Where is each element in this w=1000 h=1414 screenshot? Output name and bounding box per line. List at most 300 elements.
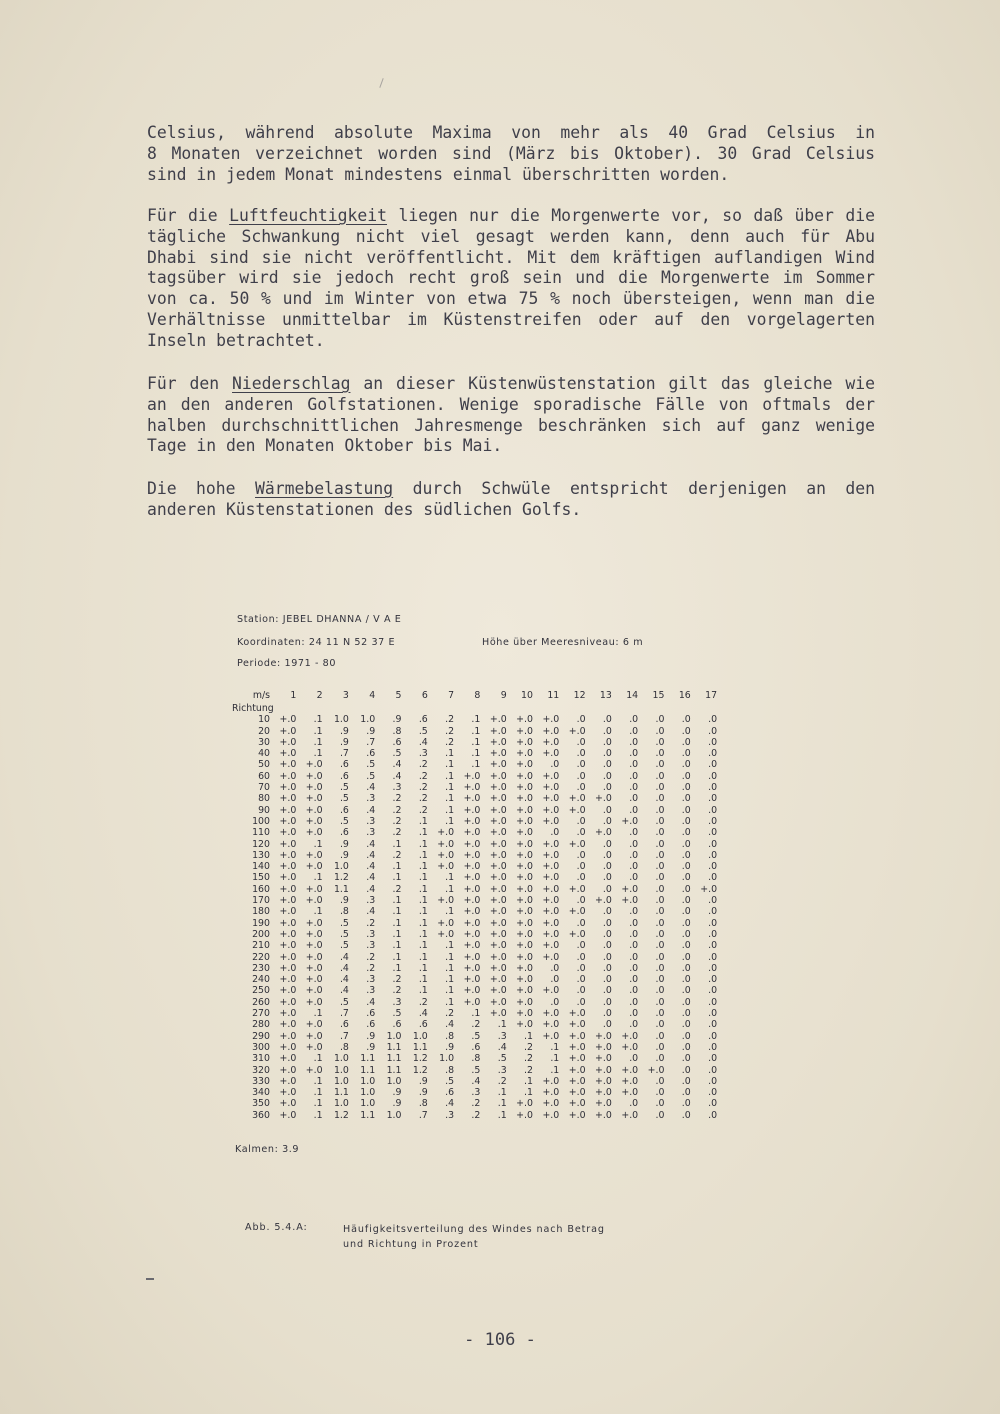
frequency-cell: +.0 — [621, 1041, 639, 1053]
table-row — [232, 952, 717, 963]
frequency-cell: .0 — [681, 940, 691, 952]
frequency-cell: +.0 — [305, 974, 323, 986]
frequency-cell: +.0 — [279, 895, 297, 907]
frequency-cell: .0 — [550, 996, 560, 1008]
frequency-cell: .7 — [339, 748, 349, 760]
frequency-cell: .2 — [418, 996, 428, 1008]
frequency-cell: .3 — [366, 940, 376, 952]
frequency-cell: +.0 — [489, 849, 507, 861]
frequency-cell: .0 — [576, 827, 586, 839]
frequency-cell: .0 — [629, 940, 639, 952]
frequency-cell: +.0 — [437, 895, 455, 907]
frequency-cell: +.0 — [489, 770, 507, 782]
frequency-cell: +.0 — [516, 1008, 533, 1020]
frequency-cell: .0 — [629, 793, 639, 805]
direction-cell: 110 — [252, 827, 270, 839]
frequency-cell: +.0 — [463, 770, 481, 782]
table-row — [232, 1076, 717, 1087]
frequency-cell: +.0 — [489, 962, 507, 974]
frequency-cell: .0 — [708, 759, 718, 771]
table-row — [232, 1087, 717, 1098]
frequency-cell: .4 — [418, 1008, 428, 1020]
frequency-cell: +.0 — [542, 770, 560, 782]
frequency-cell: +.0 — [542, 861, 560, 873]
frequency-cell: 1.2 — [333, 872, 349, 884]
frequency-cell: 1.0 — [360, 1075, 376, 1087]
table-row — [232, 805, 717, 816]
frequency-cell: .0 — [655, 815, 665, 827]
frequency-cell: .0 — [708, 962, 718, 974]
frequency-cell: .1 — [418, 861, 428, 873]
frequency-cell: .0 — [655, 861, 665, 873]
frequency-cell: +.0 — [279, 974, 297, 986]
frequency-cell: .1 — [445, 748, 455, 760]
frequency-cell: +.0 — [463, 804, 481, 816]
frequency-cell: +.0 — [463, 861, 481, 873]
frequency-cell: .0 — [629, 872, 639, 884]
frequency-cell: .4 — [366, 838, 376, 850]
frequency-cell: .5 — [497, 1053, 507, 1065]
frequency-cell: +.0 — [542, 714, 560, 726]
frequency-cell: +.0 — [463, 928, 481, 940]
frequency-cell: .1 — [445, 759, 455, 771]
frequency-cell: .0 — [681, 725, 691, 737]
frequency-cell: .0 — [655, 736, 665, 748]
frequency-cell: +.0 — [305, 917, 323, 929]
frequency-cell: +.0 — [489, 906, 507, 918]
frequency-cell: .7 — [366, 736, 376, 748]
frequency-cell: .4 — [366, 804, 376, 816]
frequency-cell: +.0 — [279, 849, 297, 861]
frequency-cell: +.0 — [595, 895, 612, 907]
frequency-cell: .0 — [708, 827, 718, 839]
frequency-cell: .0 — [655, 985, 665, 997]
frequency-cell: .0 — [629, 962, 639, 974]
frequency-cell: .0 — [629, 770, 639, 782]
frequency-cell: .6 — [445, 1087, 455, 1099]
direction-cell: 320 — [252, 1064, 270, 1076]
frequency-cell: +.0 — [463, 974, 481, 986]
frequency-cell: .4 — [339, 974, 349, 986]
frequency-cell: +.0 — [516, 804, 533, 816]
frequency-cell: .5 — [418, 725, 428, 737]
frequency-cell: +.0 — [437, 917, 455, 929]
paragraph-temperature — [147, 123, 875, 185]
frequency-cell: .0 — [629, 974, 639, 986]
frequency-cell: .2 — [418, 804, 428, 816]
frequency-cell: .4 — [339, 985, 349, 997]
frequency-cell: .0 — [655, 1053, 665, 1065]
frequency-cell: .1 — [418, 906, 428, 918]
frequency-cell: .0 — [602, 962, 612, 974]
frequency-cell: .2 — [392, 804, 402, 816]
frequency-cell: .3 — [366, 974, 376, 986]
speed-header: 2 — [316, 690, 323, 701]
frequency-cell: .8 — [445, 1064, 455, 1076]
frequency-cell: .0 — [655, 940, 665, 952]
frequency-cell: .0 — [576, 962, 586, 974]
frequency-cell: +.0 — [279, 985, 297, 997]
frequency-cell: .0 — [602, 714, 612, 726]
frequency-cell: +.0 — [279, 748, 297, 760]
frequency-cell: .2 — [418, 793, 428, 805]
frequency-cell: .1 — [445, 906, 455, 918]
frequency-cell: +.0 — [437, 827, 455, 839]
frequency-cell: +.0 — [489, 928, 507, 940]
frequency-cell: .0 — [655, 895, 665, 907]
frequency-cell: .9 — [339, 849, 349, 861]
frequency-cell: .0 — [602, 928, 612, 940]
frequency-cell: +.0 — [595, 1098, 612, 1110]
frequency-cell: .1 — [550, 1041, 560, 1053]
frequency-cell: .2 — [392, 849, 402, 861]
frequency-cell: +.0 — [463, 895, 481, 907]
table-row — [232, 1042, 717, 1053]
frequency-cell: +.0 — [516, 736, 533, 748]
direction-cell: 10 — [258, 714, 270, 726]
frequency-cell: .6 — [339, 770, 349, 782]
frequency-cell: .1 — [313, 1087, 323, 1099]
frequency-cell: +.0 — [489, 872, 507, 884]
frequency-cell: +.0 — [621, 895, 639, 907]
frequency-cell: .1 — [497, 1109, 507, 1121]
frequency-cell: +.0 — [279, 996, 297, 1008]
frequency-cell: .0 — [602, 861, 612, 873]
frequency-cell: .1 — [418, 883, 428, 895]
frequency-cell: .0 — [708, 1053, 718, 1065]
frequency-cell: +.0 — [542, 782, 560, 794]
direction-cell: 230 — [252, 962, 270, 974]
frequency-cell: .0 — [681, 1041, 691, 1053]
frequency-cell: +.0 — [516, 838, 533, 850]
frequency-cell: .1 — [313, 1053, 323, 1065]
frequency-cell: 1.0 — [386, 1030, 402, 1042]
frequency-cell: +.0 — [542, 748, 560, 760]
frequency-cell: .1 — [550, 1053, 560, 1065]
frequency-cell: .0 — [655, 804, 665, 816]
frequency-cell: +.0 — [437, 861, 455, 873]
frequency-cell: +.0 — [489, 827, 507, 839]
text-line: sind in jedem Monat mindestens einmal überschritten worden. — [147, 164, 730, 184]
speed-header: 10 — [521, 690, 533, 701]
frequency-cell: +.0 — [437, 849, 455, 861]
direction-cell: 300 — [252, 1041, 270, 1053]
frequency-cell: .0 — [602, 872, 612, 884]
frequency-cell: .4 — [366, 883, 376, 895]
frequency-cell: +.0 — [568, 1008, 586, 1020]
frequency-cell: +.0 — [463, 827, 481, 839]
frequency-cell: +.0 — [542, 1008, 560, 1020]
speed-header: 5 — [395, 690, 402, 701]
frequency-cell: .0 — [708, 985, 718, 997]
figure-caption-line: Häufigkeitsverteilung des Windes nach Betrag — [343, 1224, 605, 1235]
frequency-cell: +.0 — [489, 974, 507, 986]
frequency-cell: .0 — [602, 1019, 612, 1031]
frequency-cell: +.0 — [305, 928, 323, 940]
frequency-cell: +.0 — [305, 962, 323, 974]
frequency-cell: .0 — [629, 917, 639, 929]
frequency-cell: .1 — [418, 838, 428, 850]
frequency-cell: .1 — [392, 951, 402, 963]
frequency-cell: 1.0 — [333, 1075, 349, 1087]
frequency-cell: .0 — [629, 736, 639, 748]
direction-cell: 130 — [252, 849, 270, 861]
frequency-cell: .5 — [339, 782, 349, 794]
frequency-cell: +.0 — [279, 1041, 297, 1053]
frequency-cell: +.0 — [489, 985, 507, 997]
table-row — [232, 1110, 717, 1121]
para-body: durch Schwüle entspricht derjenigen an den anderen Küstenstationen des südlichen Golfs. — [147, 479, 876, 519]
frequency-cell: 1.0 — [360, 1098, 376, 1110]
frequency-cell: +.0 — [542, 951, 560, 963]
frequency-cell: .5 — [471, 1030, 481, 1042]
frequency-cell: +.0 — [305, 815, 323, 827]
frequency-cell: +.0 — [621, 883, 639, 895]
table-row — [232, 771, 717, 782]
frequency-cell: 1.0 — [412, 1030, 428, 1042]
frequency-cell: +.0 — [279, 1098, 297, 1110]
frequency-cell: .0 — [681, 827, 691, 839]
frequency-cell: .9 — [418, 1075, 428, 1087]
frequency-cell: +.0 — [279, 1109, 297, 1121]
frequency-cell: +.0 — [516, 827, 533, 839]
frequency-cell: .0 — [681, 759, 691, 771]
frequency-cell: +.0 — [542, 872, 560, 884]
frequency-cell: .7 — [339, 1008, 349, 1020]
frequency-cell: .6 — [339, 1019, 349, 1031]
frequency-cell: .0 — [629, 861, 639, 873]
frequency-cell: +.0 — [279, 1087, 297, 1099]
frequency-cell: .0 — [576, 996, 586, 1008]
frequency-cell: .0 — [708, 1098, 718, 1110]
frequency-cell: +.0 — [463, 985, 481, 997]
para-lead: Die hohe — [147, 479, 255, 498]
frequency-cell: +.0 — [463, 838, 481, 850]
frequency-cell: +.0 — [489, 996, 507, 1008]
frequency-cell: +.0 — [279, 917, 297, 929]
frequency-cell: .3 — [418, 748, 428, 760]
page-number: - 106 - — [464, 1330, 536, 1350]
frequency-cell: +.0 — [542, 1109, 560, 1121]
frequency-cell: .6 — [418, 714, 428, 726]
frequency-cell: +.0 — [279, 793, 297, 805]
direction-label-row — [232, 703, 717, 714]
frequency-cell: +.0 — [305, 895, 323, 907]
frequency-cell: .0 — [708, 725, 718, 737]
frequency-cell: .5 — [471, 1064, 481, 1076]
frequency-cell: .0 — [602, 996, 612, 1008]
frequency-cell: +.0 — [516, 962, 533, 974]
speed-header: 13 — [599, 690, 612, 701]
frequency-cell: .1 — [418, 974, 428, 986]
frequency-cell: 1.1 — [360, 1064, 376, 1076]
frequency-cell: .0 — [681, 974, 691, 986]
frequency-cell: .0 — [681, 736, 691, 748]
frequency-cell: +.0 — [516, 793, 533, 805]
frequency-cell: .1 — [418, 962, 428, 974]
frequency-cell: +.0 — [595, 1075, 612, 1087]
frequency-cell: +.0 — [305, 1041, 323, 1053]
frequency-cell: .1 — [313, 736, 323, 748]
frequency-cell: +.0 — [516, 714, 533, 726]
frequency-cell: .0 — [550, 827, 560, 839]
frequency-cell: .0 — [708, 793, 718, 805]
frequency-cell: .4 — [445, 1019, 455, 1031]
frequency-cell: .0 — [576, 951, 586, 963]
frequency-cell: +.0 — [305, 793, 323, 805]
frequency-cell: .0 — [576, 985, 586, 997]
frequency-cell: .0 — [602, 736, 612, 748]
frequency-cell: .1 — [445, 985, 455, 997]
frequency-cell: .2 — [392, 974, 402, 986]
frequency-cell: .1 — [445, 883, 455, 895]
frequency-cell: .2 — [418, 782, 428, 794]
frequency-cell: 1.2 — [333, 1109, 349, 1121]
frequency-cell: .1 — [471, 759, 481, 771]
direction-cell: 290 — [252, 1030, 270, 1042]
frequency-cell: .0 — [655, 996, 665, 1008]
frequency-cell: .0 — [681, 793, 691, 805]
frequency-cell: +.0 — [516, 872, 533, 884]
direction-cell: 330 — [252, 1075, 270, 1087]
table-row — [232, 895, 717, 906]
frequency-cell: .0 — [708, 1019, 718, 1031]
frequency-cell: 1.1 — [360, 1053, 376, 1065]
frequency-cell: .1 — [418, 928, 428, 940]
frequency-cell: .2 — [392, 827, 402, 839]
frequency-cell: .8 — [471, 1053, 481, 1065]
frequency-cell: .2 — [445, 725, 455, 737]
frequency-cell: .2 — [392, 815, 402, 827]
frequency-cell: +.0 — [463, 940, 481, 952]
frequency-cell: .1 — [445, 996, 455, 1008]
frequency-cell: .0 — [708, 736, 718, 748]
frequency-cell: .1 — [418, 849, 428, 861]
frequency-cell: 1.0 — [386, 1109, 402, 1121]
frequency-cell: .0 — [681, 917, 691, 929]
frequency-cell: .9 — [339, 838, 349, 850]
frequency-cell: .1 — [497, 1087, 507, 1099]
frequency-cell: +.0 — [516, 748, 533, 760]
frequency-cell: .0 — [655, 838, 665, 850]
table-row — [232, 1031, 717, 1042]
frequency-cell: +.0 — [542, 940, 560, 952]
frequency-cell: .0 — [655, 827, 665, 839]
frequency-cell: 1.0 — [360, 714, 376, 726]
frequency-cell: .0 — [681, 1098, 691, 1110]
speed-header: 16 — [678, 690, 691, 701]
frequency-cell: +.0 — [279, 928, 297, 940]
frequency-cell: .4 — [445, 1098, 455, 1110]
direction-cell: 220 — [252, 951, 270, 963]
frequency-cell: .0 — [708, 1041, 718, 1053]
term-heat-stress: Wärmebelastung — [255, 479, 394, 498]
frequency-cell: +.0 — [516, 974, 533, 986]
frequency-cell: +.0 — [568, 804, 586, 816]
frequency-cell: +.0 — [568, 725, 586, 737]
frequency-cell: .0 — [576, 940, 586, 952]
frequency-cell: .0 — [602, 1008, 612, 1020]
frequency-cell: +.0 — [279, 962, 297, 974]
frequency-cell: .0 — [708, 1030, 718, 1042]
frequency-cell: +.0 — [516, 849, 533, 861]
frequency-cell: .3 — [366, 985, 376, 997]
frequency-cell: .0 — [655, 793, 665, 805]
frequency-cell: .0 — [708, 782, 718, 794]
frequency-cell: .0 — [629, 1019, 639, 1031]
frequency-cell: .8 — [392, 725, 402, 737]
direction-cell: 160 — [252, 883, 270, 895]
frequency-cell: +.0 — [463, 917, 481, 929]
frequency-cell: .6 — [392, 736, 402, 748]
frequency-cell: .0 — [681, 928, 691, 940]
frequency-cell: +.0 — [489, 782, 507, 794]
station-height: Höhe über Meeresniveau: 6 m — [482, 637, 644, 648]
frequency-cell: +.0 — [568, 838, 586, 850]
frequency-cell: +.0 — [516, 1109, 533, 1121]
table-row — [232, 906, 717, 917]
frequency-cell: +.0 — [279, 838, 297, 850]
frequency-cell: .9 — [366, 725, 376, 737]
frequency-cell: .1 — [445, 962, 455, 974]
frequency-cell: .5 — [392, 748, 402, 760]
frequency-cell: .0 — [576, 759, 586, 771]
frequency-cell: .0 — [629, 849, 639, 861]
table-body — [232, 714, 717, 1121]
frequency-cell: .0 — [681, 1030, 691, 1042]
frequency-cell: .8 — [339, 1041, 349, 1053]
frequency-cell: .1 — [313, 1075, 323, 1087]
frequency-cell: .4 — [339, 962, 349, 974]
speed-header: 9 — [500, 690, 507, 701]
frequency-cell: .0 — [708, 1075, 718, 1087]
frequency-cell: +.0 — [279, 940, 297, 952]
frequency-cell: .0 — [655, 1075, 665, 1087]
frequency-cell: .2 — [524, 1053, 533, 1065]
frequency-cell: +.0 — [463, 951, 481, 963]
frequency-cell: .0 — [708, 849, 718, 861]
frequency-cell: +.0 — [516, 815, 533, 827]
direction-cell: 310 — [252, 1053, 270, 1065]
frequency-cell: +.0 — [595, 1109, 612, 1121]
frequency-cell: +.0 — [489, 951, 507, 963]
frequency-cell: .0 — [708, 951, 718, 963]
para-lead: Für den — [147, 374, 233, 393]
frequency-cell: .0 — [629, 759, 639, 771]
frequency-cell: .0 — [602, 883, 612, 895]
frequency-cell: .0 — [655, 770, 665, 782]
frequency-cell: .2 — [366, 951, 376, 963]
frequency-cell: .5 — [339, 940, 349, 952]
table-row — [232, 726, 717, 737]
frequency-cell: .0 — [655, 782, 665, 794]
frequency-cell: +.0 — [542, 1098, 560, 1110]
frequency-cell: .0 — [655, 928, 665, 940]
table-row — [232, 737, 717, 748]
frequency-cell: .1 — [418, 985, 428, 997]
frequency-cell: .1 — [471, 714, 481, 726]
frequency-cell: .1 — [524, 1030, 533, 1042]
frequency-cell: 1.0 — [333, 714, 349, 726]
frequency-cell: .1 — [418, 917, 428, 929]
frequency-cell: .1 — [445, 793, 455, 805]
frequency-cell: 1.1 — [412, 1041, 428, 1053]
frequency-cell: +.0 — [568, 928, 586, 940]
station-coordinates: Koordinaten: 24 11 N 52 37 E — [237, 637, 396, 648]
frequency-cell: .0 — [681, 985, 691, 997]
frequency-cell: +.0 — [279, 1053, 297, 1065]
frequency-cell: .0 — [629, 714, 639, 726]
